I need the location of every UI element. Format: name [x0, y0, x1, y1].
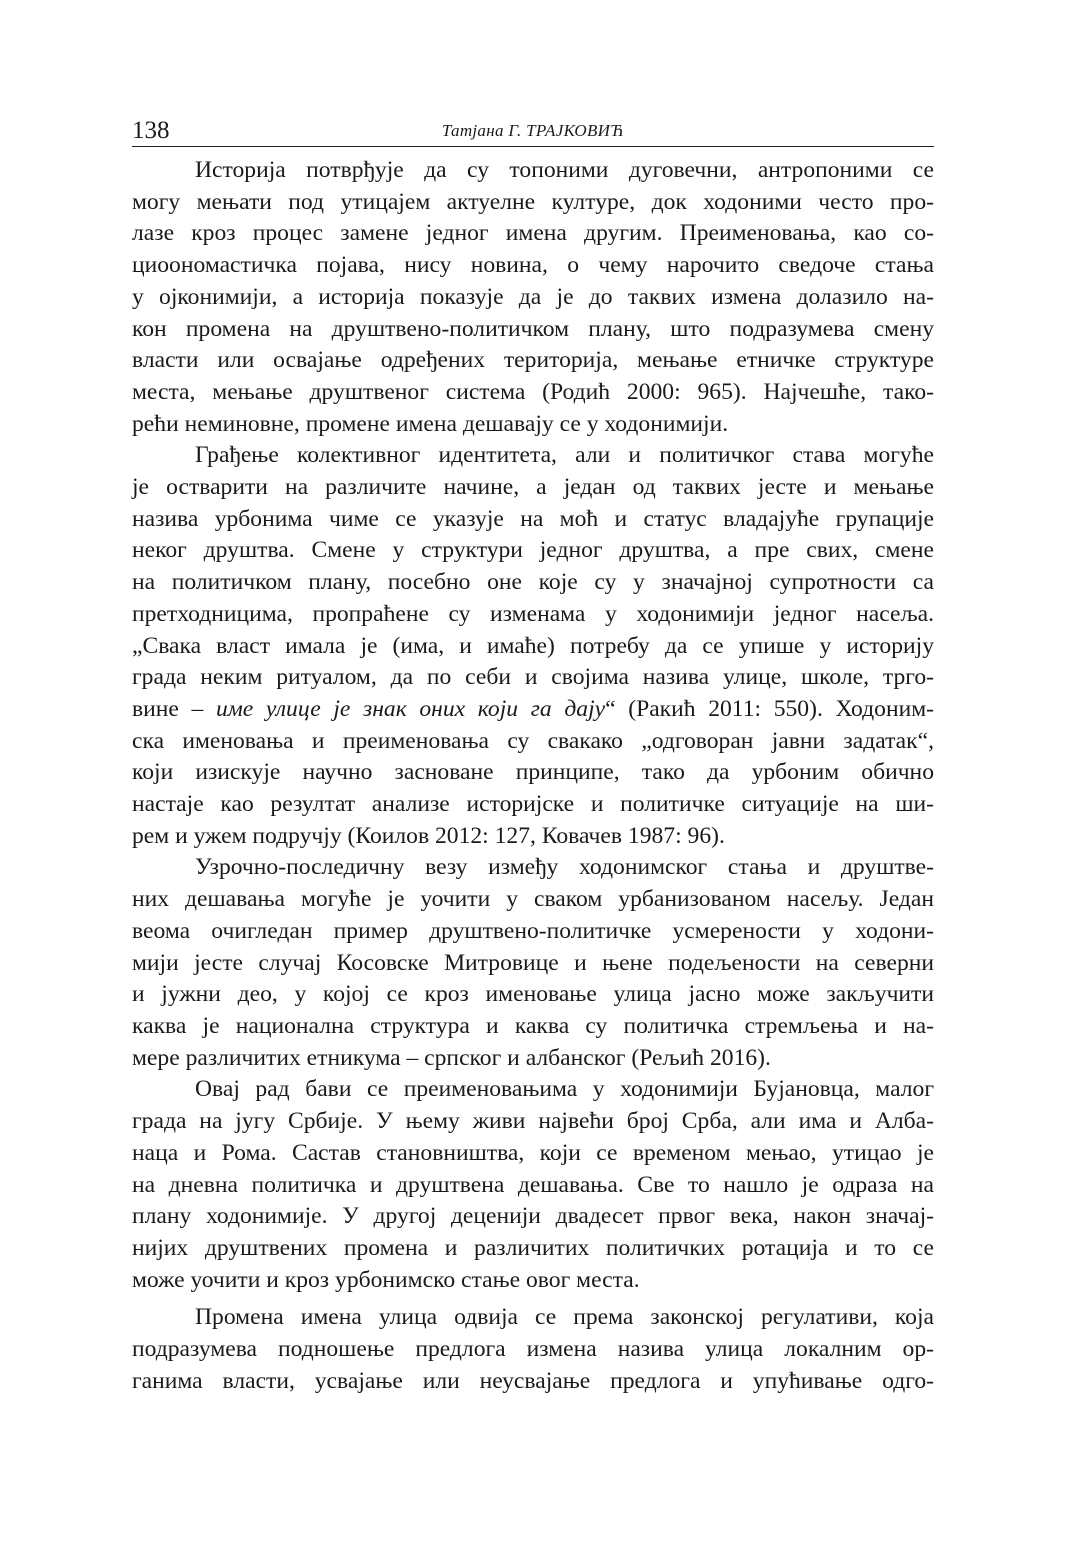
text-line: каква је национална структура и каква су политичка стремљења и на-	[132, 1012, 934, 1039]
text-line: града на југу Србије. У њему живи највећи број Срба, али има и Алба-	[132, 1108, 934, 1135]
running-head	[132, 112, 934, 147]
text-line-with-quote	[132, 694, 934, 726]
text-line: подразумева подношење предлога измена назива улица локалним ор-	[132, 1336, 934, 1363]
text-line: могу мењати под утицајем актуелне културе, док ходоними често про-	[132, 188, 934, 215]
text-line: нијих друштвених промена и различитих политичких ротација и то се	[132, 1234, 934, 1261]
page-number: 138	[132, 117, 170, 144]
italic-quote: име улице је знак оних који га дају	[215, 695, 606, 722]
text-line: лазе кроз процес замене једног имена другим. Преименовања, као со-	[132, 220, 934, 247]
text-line: на политичком плану, посебно оне које су у значајној супротности са	[132, 569, 934, 596]
text-line: власти или освајање одређених територија, мењање етничке структуре	[132, 347, 934, 374]
text-line: и јужни део, у којој се кроз именовање улица јасно може закључити	[132, 981, 934, 1008]
page	[132, 112, 934, 1397]
text-line: плану ходонимије. У другој деценији двадесет првог века, након значај-	[132, 1203, 934, 1230]
paragraph-1	[132, 155, 934, 440]
text-line: кон промена на друштвено-политичком плану, што подразумева смену	[132, 315, 934, 342]
text-line: Историја потврђује да су топоними дуговечни, антропоними се	[195, 157, 934, 183]
text-line: претходницима, пропраћене су изменама у ходонимији једног насеља.	[132, 600, 934, 627]
text-line: веома очигледан пример друштвено-политичке усмерености у ходони-	[132, 917, 934, 944]
text-line: назива урбонима чиме се указује на моћ и статус владајуће групације	[132, 505, 934, 532]
paragraph-4	[132, 1074, 934, 1296]
text-line: на дневна политичка и друштвена дешавања. Све то нашло је одраза на	[132, 1171, 934, 1198]
text-line: Овај рад бави се преименовањима у ходонимији Бујановца, малог	[195, 1076, 934, 1103]
text-line: ска именовања и преименовања су свакако „одговоран јавни задатак“,	[132, 727, 934, 754]
text-line: места, мењање друштвеног система (Родић 2000: 965). Најчешће, тако-	[132, 378, 934, 405]
text-line: наца и Рома. Састав становништва, који се временом мењао, утицао је	[132, 1139, 934, 1166]
text-line: настаје као резултат анализе историјске и политичке ситуације на ши-	[132, 791, 934, 818]
text-line: мији јесте случај Косовске Митровице и њене подељености на северни	[132, 949, 934, 976]
text-line: Узрочно-последичну везу између ходонимског стања и друштве-	[195, 854, 934, 881]
paragraph-2	[132, 440, 934, 852]
paragraph-5	[132, 1302, 934, 1397]
text-line: ганима власти, усвајање или неусвајање предлога и упућивање одго-	[132, 1367, 934, 1394]
running-head-author: Татјана Г. ТРАЈКОВИЋ	[441, 121, 625, 140]
text-line: неког друштва. Смене у структури једног друштва, а пре свих, смене	[132, 537, 934, 564]
text-fragment: вине –	[132, 695, 216, 722]
text-line: рем и ужем подручју (Коилов 2012: 127, Ковачев 1987: 96).	[132, 822, 725, 849]
text-line: града неким ритуалом, да по себи и својима назива улице, школе, трго-	[132, 664, 934, 691]
text-line: „Свака власт имала је (има, и имаће) потребу да се упише у историју	[132, 632, 934, 659]
paragraph-3	[132, 852, 934, 1074]
text-line: Промена имена улица одвија се према законској регулативи, која	[195, 1304, 934, 1331]
text-line: мере различитих етникума – српског и албанског (Рељић 2016).	[132, 1044, 771, 1071]
text-line: у ојконимији, а историја показује да је до таквих измена долазило на-	[132, 283, 934, 310]
text-line: них дешавања могуће је уочити у сваком урбанизованом насељу. Један	[132, 886, 934, 913]
text-line: циоономастичка појава, нису новина, о чему нарочито сведоче стања	[132, 252, 934, 279]
body-text	[132, 155, 934, 1397]
text-line: је остварити на различите начине, а један од таквих јесте и мењање	[132, 474, 934, 501]
text-line: који изискује научно засноване принципе, тако да урбоним обично	[132, 759, 934, 786]
text-line: рећи неминовне, промене имена дешавају се у ходонимији.	[132, 410, 729, 437]
text-line: може уочити и кроз урбонимско стање овог места.	[132, 1266, 640, 1293]
text-fragment: “ (Ракић 2011: 550). Ходоним-	[605, 695, 934, 722]
text-line: Грађење колективног идентитета, али и политичког става могуће	[195, 442, 934, 469]
